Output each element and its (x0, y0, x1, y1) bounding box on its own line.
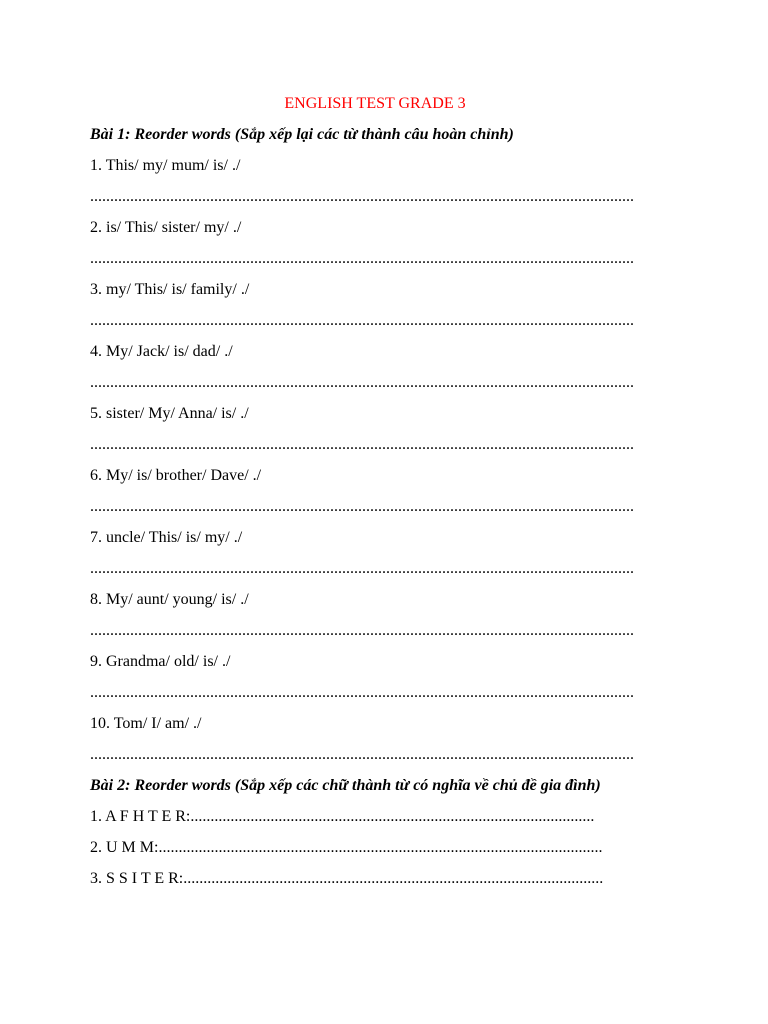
part1-item-8 (90, 584, 660, 646)
answer-line[interactable]: ........................................................................................................................................ (90, 374, 634, 391)
answer-line[interactable]: ........................................................................................................................................ (90, 312, 634, 329)
part1-item-7 (90, 522, 660, 584)
answer-line[interactable]: ............................................................................................................... (158, 839, 603, 856)
answer-line[interactable]: ........................................................................................................................................ (90, 746, 634, 763)
part2-heading: Bài 2: Reorder words (Sắp xếp các chữ thành từ có nghĩa về chủ đề gia đình) (90, 777, 601, 794)
part1-item-9 (90, 646, 660, 708)
question-prompt: 6. My/ is/ brother/ Dave/ ./ (90, 467, 262, 484)
part1-item-2 (90, 212, 660, 274)
question-prompt: 4. My/ Jack/ is/ dad/ ./ (90, 343, 233, 360)
question-prompt: 2. is/ This/ sister/ my/ ./ (90, 219, 242, 236)
question-prompt: 1. This/ my/ mum/ is/ ./ (90, 157, 241, 174)
question-prompt: 7. uncle/ This/ is/ my/ ./ (90, 529, 243, 546)
page-title: ENGLISH TEST GRADE 3 (284, 95, 466, 112)
question-prompt: 10. Tom/ I/ am/ ./ (90, 715, 202, 732)
scrambled-word-prompt: 3. S S I T E R: (90, 870, 184, 887)
answer-line[interactable]: ........................................................................................................................................ (90, 250, 634, 267)
part1-item-6 (90, 460, 660, 522)
part2-item-1 (90, 801, 660, 832)
part2-item-3 (90, 863, 660, 894)
answer-line[interactable]: ........................................................................................................................................ (90, 498, 634, 515)
answer-line[interactable]: ..................................................................................................... (190, 808, 595, 825)
question-prompt: 3. my/ This/ is/ family/ ./ (90, 281, 250, 298)
answer-line[interactable]: ........................................................................................................................................ (90, 622, 634, 639)
answer-line[interactable]: ......................................................................................................... (183, 870, 604, 887)
part1-heading: Bài 1: Reorder words (Sắp xếp lại các từ thành câu hoàn chỉnh) (90, 126, 514, 143)
answer-line[interactable]: ........................................................................................................................................ (90, 436, 634, 453)
scrambled-word-prompt: 1. A F H T E R: (90, 808, 191, 825)
part2-item-2 (90, 832, 660, 863)
part1-item-1 (90, 150, 660, 212)
part1-item-5 (90, 398, 660, 460)
worksheet-page (90, 88, 660, 894)
question-prompt: 5. sister/ My/ Anna/ is/ ./ (90, 405, 249, 422)
scrambled-word-prompt: 2. U M M: (90, 839, 159, 856)
answer-line[interactable]: ........................................................................................................................................ (90, 684, 634, 701)
answer-line[interactable]: ........................................................................................................................................ (90, 188, 634, 205)
question-prompt: 8. My/ aunt/ young/ is/ ./ (90, 591, 249, 608)
part1-item-4 (90, 336, 660, 398)
question-prompt: 9. Grandma/ old/ is/ ./ (90, 653, 231, 670)
answer-line[interactable]: ........................................................................................................................................ (90, 560, 634, 577)
part1-item-3 (90, 274, 660, 336)
part1-item-10 (90, 708, 660, 770)
